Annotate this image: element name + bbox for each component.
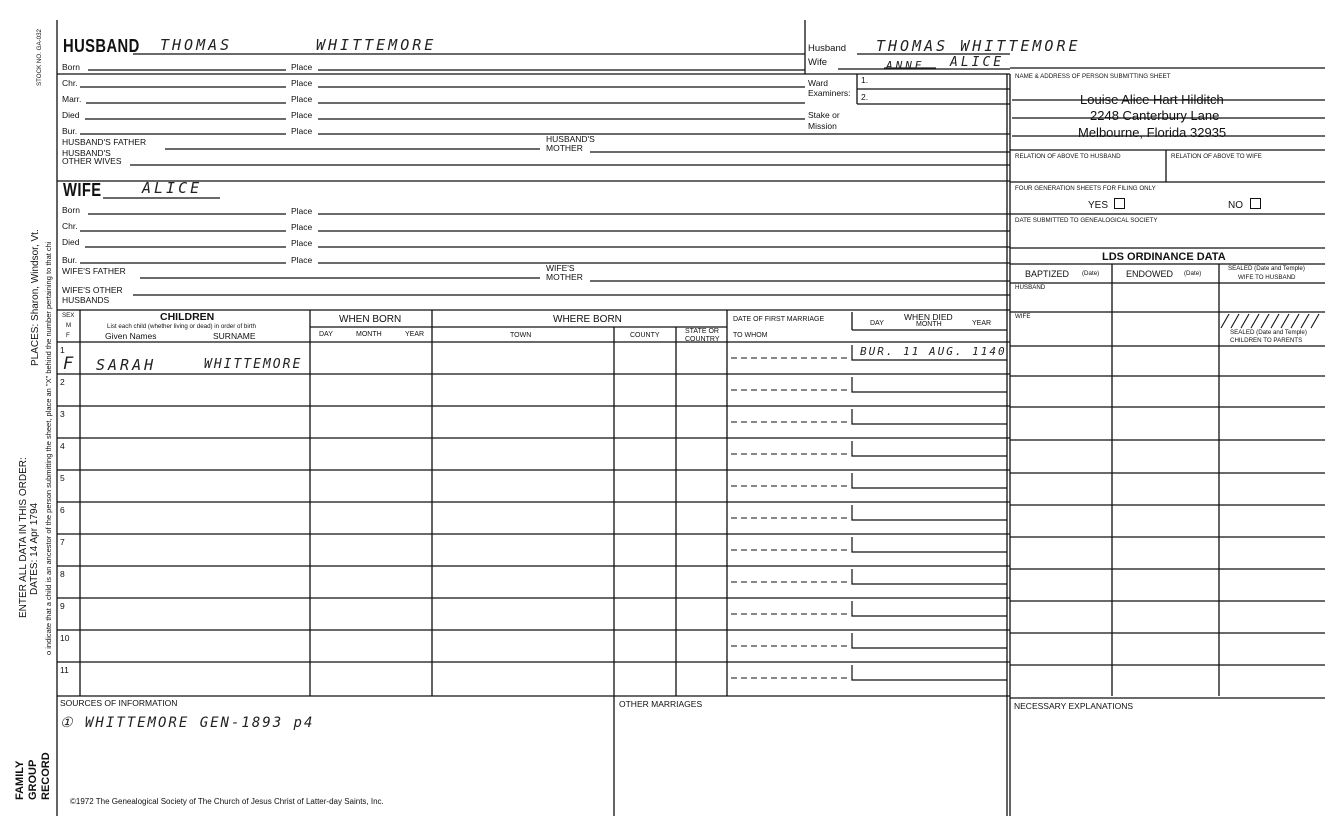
- wife-chr-place-label: Place: [291, 222, 313, 232]
- child-1-surname: WHITTEMORE: [204, 357, 303, 372]
- ward-wife-struck-name: ANNE: [886, 59, 925, 72]
- child-number: 6: [60, 505, 65, 515]
- wife-died-label: Died: [62, 237, 80, 247]
- husband-mother-label-2: MOTHER: [546, 143, 583, 153]
- relation-to-husband-label: RELATION OF ABOVE TO HUSBAND: [1015, 153, 1121, 160]
- submitter-city: Melbourne, Florida 32935: [1078, 125, 1227, 140]
- husband-father-label: HUSBAND'S FATHER: [62, 137, 147, 147]
- husband-born-label: Born: [62, 62, 80, 72]
- examiner-2: 2.: [861, 92, 869, 102]
- wife-bur-place-label: Place: [291, 255, 313, 265]
- yes-checkbox[interactable]: [1114, 198, 1125, 209]
- husband-born-place-label: Place: [291, 62, 313, 72]
- endowed-date-note: (Date): [1184, 270, 1202, 277]
- submitter-label: NAME & ADDRESS OF PERSON SUBMITTING SHEET: [1015, 73, 1171, 80]
- wife-mother-label-1: WIFE'S: [546, 263, 575, 273]
- other-husbands-label-2: HUSBANDS: [62, 295, 110, 305]
- sex-m: M: [66, 322, 72, 329]
- record-title-3: RECORD: [40, 752, 52, 800]
- sealed-header-1: SEALED (Date and Temple): [1228, 265, 1305, 272]
- when-born-header: WHEN BORN: [339, 314, 402, 325]
- husband-died-place-label: Place: [291, 110, 313, 120]
- child-number: 9: [60, 601, 65, 611]
- child-number: 2: [60, 377, 65, 387]
- husband-marr-label: Marr.: [62, 94, 82, 104]
- children-sealed-2: CHILDREN TO PARENTS: [1230, 337, 1303, 344]
- husband-chr-place-label: Place: [291, 78, 313, 88]
- lds-husband-label: HUSBAND: [1015, 284, 1046, 291]
- ancestor-instruction: o indicate that a child is an ancestor of the person submitting the sheet, place an "X" behind the number pertaining to that chi: [44, 241, 53, 655]
- died-year-header: YEAR: [972, 320, 992, 327]
- baptized-header: BAPTIZED: [1025, 269, 1070, 279]
- born-day-header: DAY: [319, 331, 333, 338]
- husband-mother-label-1: HUSBAND'S: [546, 134, 595, 144]
- wife-father-label: WIFE'S FATHER: [62, 266, 126, 276]
- lds-wife-label: WIFE: [1015, 313, 1031, 320]
- sources-label: SOURCES OF INFORMATION: [60, 698, 178, 708]
- places-note: PLACES: Sharon, Windsor, Vt.: [30, 229, 41, 366]
- surname-header: SURNAME: [213, 331, 256, 341]
- child-number: 5: [60, 473, 65, 483]
- wife-chr-label: Chr.: [62, 221, 78, 231]
- town-header: TOWN: [510, 332, 532, 339]
- wife-born-place-label: Place: [291, 206, 313, 216]
- children-heading: CHILDREN: [160, 311, 215, 323]
- other-wives-label-2: OTHER WIVES: [62, 156, 122, 166]
- husband-marr-place-label: Place: [291, 94, 313, 104]
- died-month-header: MONTH: [916, 321, 942, 328]
- husband-chr-label: Chr.: [62, 78, 78, 88]
- dates-note: DATES: 14 Apr 1794: [29, 502, 40, 595]
- wife-mother-label-2: MOTHER: [546, 272, 583, 282]
- child-number: 7: [60, 537, 65, 547]
- submitter-name: Louise Alice Hart Hilditch: [1080, 92, 1224, 107]
- other-marriages-label: OTHER MARRIAGES: [619, 699, 703, 709]
- child-number: 8: [60, 569, 65, 579]
- first-marriage-header: DATE OF FIRST MARRIAGE: [733, 316, 825, 323]
- four-gen-label: FOUR GENERATION SHEETS FOR FILING ONLY: [1015, 185, 1156, 192]
- wife-bur-label: Bur.: [62, 255, 78, 265]
- yes-label: YES: [1088, 200, 1109, 211]
- given-names-header: Given Names: [105, 331, 157, 341]
- ward-husband-label: Husband: [808, 43, 847, 54]
- wife-name: ALICE: [142, 179, 203, 197]
- ward-wife-name: ALICE: [950, 55, 1005, 70]
- no-checkbox[interactable]: [1250, 198, 1261, 209]
- child-number: 1: [60, 345, 65, 355]
- born-month-header: MONTH: [356, 331, 382, 338]
- died-day-header: DAY: [870, 320, 884, 327]
- ward-wife-label: Wife: [808, 57, 827, 68]
- child-number: 4: [60, 441, 65, 451]
- sealed-header-2: WIFE TO HUSBAND: [1238, 274, 1296, 281]
- other-wives-label-1: HUSBAND'S: [62, 148, 111, 158]
- sources-entry: ① WHITTEMORE GEN-1893 p4: [60, 715, 315, 731]
- ward-husband-name: THOMAS WHITTEMORE: [876, 37, 1081, 55]
- record-title-1: FAMILY: [14, 760, 26, 800]
- endowed-header: ENDOWED: [1126, 269, 1173, 279]
- child-number: 3: [60, 409, 65, 419]
- examiners-label: Examiners:: [808, 88, 851, 98]
- husband-heading: HUSBAND: [63, 36, 140, 56]
- husband-given-name: THOMAS: [160, 36, 233, 54]
- child-number: 11: [60, 665, 69, 675]
- other-husbands-label-1: WIFE'S OTHER: [62, 285, 123, 295]
- where-born-header: WHERE BORN: [553, 314, 622, 325]
- date-submitted-label: DATE SUBMITTED TO GENEALOGICAL SOCIETY: [1015, 217, 1158, 224]
- submitter-street: 2248 Canterbury Lane: [1090, 108, 1220, 123]
- state-header-2: COUNTRY: [685, 336, 720, 343]
- child-1-given-name: SARAH: [96, 356, 157, 374]
- child-1-sex: F: [63, 354, 77, 374]
- husband-surname: WHITTEMORE: [316, 36, 437, 54]
- sex-header: SEX: [62, 312, 75, 319]
- copyright-notice: ©1972 The Genealogical Society of The Church of Jesus Christ of Latter-day Saints, Inc.: [70, 797, 384, 806]
- state-header-1: STATE OR: [685, 328, 719, 335]
- husband-bur-label: Bur.: [62, 126, 78, 136]
- child-1-death-date: BUR. 11 AUG. 1140: [860, 345, 1007, 358]
- sex-f: F: [66, 332, 70, 339]
- when-died-header: WHEN DIED: [904, 312, 953, 322]
- explanations-label: NECESSARY EXPLANATIONS: [1014, 701, 1134, 711]
- examiner-1: 1.: [861, 75, 869, 85]
- wife-born-label: Born: [62, 205, 80, 215]
- record-title-2: GROUP: [27, 759, 39, 800]
- no-label: NO: [1228, 200, 1243, 211]
- wife-died-place-label: Place: [291, 238, 313, 248]
- child-number: 10: [60, 633, 70, 643]
- to-whom-header: TO WHOM: [733, 332, 768, 339]
- mission-label: Mission: [808, 121, 837, 131]
- born-year-header: YEAR: [405, 331, 425, 338]
- stake-label: Stake or: [808, 110, 840, 120]
- relation-to-wife-label: RELATION OF ABOVE TO WIFE: [1171, 153, 1262, 160]
- husband-died-label: Died: [62, 110, 80, 120]
- baptized-date-note: (Date): [1082, 270, 1100, 277]
- county-header: COUNTY: [630, 332, 660, 339]
- wife-heading: WIFE: [63, 180, 102, 200]
- lds-title: LDS ORDINANCE DATA: [1102, 251, 1226, 263]
- children-instruction: List each child (whether living or dead) in order of birth: [107, 323, 256, 330]
- children-sealed-1: SEALED (Date and Temple): [1230, 329, 1307, 336]
- enter-all-note: ENTER ALL DATA IN THIS ORDER:: [18, 457, 29, 618]
- stock-number: STOCK NO. GA-032: [36, 29, 43, 86]
- ward-label: Ward: [808, 78, 828, 88]
- husband-bur-place-label: Place: [291, 126, 313, 136]
